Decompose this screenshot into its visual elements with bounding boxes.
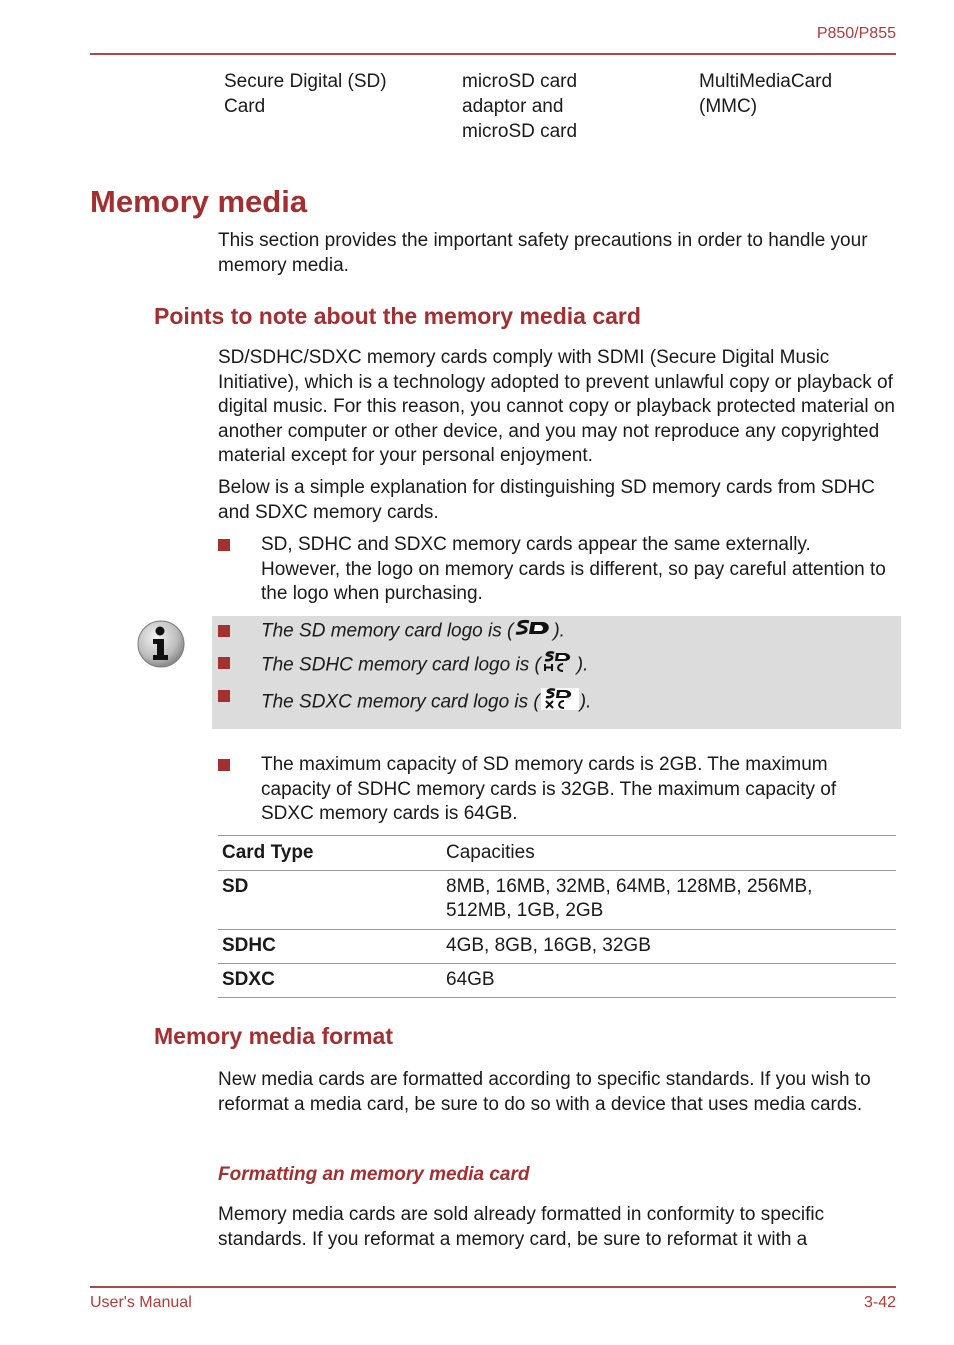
table-row-capacity: 8MB, 16MB, 32MB, 64MB, 128MB, 256MB, 512MB, 1GB, 2GB [446, 876, 813, 921]
bullet-capacity: The maximum capacity of SD memory cards is 2GB. The maximum capacity of SDHC memory cards is 32GB. The maximum capacity of SDXC memory cards is 64GB. [261, 754, 837, 824]
bullet-appearance: SD, SDHC and SDXC memory cards appear the same externally. However, the logo on memory cards is different, so pay careful attention to the logo when purchasing. [261, 534, 886, 604]
section-intro: This section provides the important safety precautions in order to handle your memory media. [218, 230, 868, 276]
sdhc-logo-icon [541, 651, 577, 680]
note-sdxc-suffix: ). [579, 691, 592, 713]
table-row-capacity: 64GB [446, 969, 495, 990]
sdxc-logo-icon [540, 687, 580, 718]
format-heading: Memory media format [154, 1023, 394, 1049]
bullet-marker [218, 539, 230, 551]
table-row-type: SD [222, 876, 249, 897]
format-subheading: Formatting an memory media card [218, 1164, 530, 1185]
note-bullet [218, 625, 230, 637]
note-sdxc-prefix: The SDXC memory card logo is ( [261, 691, 540, 713]
table-rule [218, 835, 896, 836]
note-sdxc-logo [261, 687, 591, 718]
table-row-type: SDHC [222, 935, 276, 956]
page-number: 3-42 [863, 1294, 896, 1311]
note-sdhc-suffix: ). [576, 654, 589, 676]
note-bullet [218, 690, 230, 702]
header-model: P850/P855 [816, 25, 896, 42]
table-rule [218, 870, 896, 871]
table-row-type: SDXC [222, 969, 275, 990]
note-sdhc-logo [261, 651, 588, 680]
card-type-microsd: microSD card adaptor and microSD card [462, 71, 578, 142]
format-paragraph-2: Memory media cards are sold already formatted in conformity to specific standards. If you reformat a memory card, be sure to reformat it with a [218, 1204, 825, 1250]
header-rule [90, 53, 896, 55]
points-heading: Points to note about the memory media card [154, 303, 641, 329]
table-rule [218, 963, 896, 964]
note-sd-suffix: ). [553, 620, 565, 642]
table-rule [218, 929, 896, 930]
format-paragraph: New media cards are formatted according to specific standards. If you wish to reformat a media card, be sure to do so with a device that uses media cards. [218, 1069, 871, 1115]
table-row-capacity: 4GB, 8GB, 16GB, 32GB [446, 935, 651, 956]
points-paragraph-2: Below is a simple explanation for distinguishing SD memory cards from SDHC and SDXC memory cards. [218, 477, 875, 523]
section-title: Memory media [90, 184, 308, 219]
card-type-mmc: MultiMediaCard (MMC) [699, 71, 833, 117]
table-header-type: Card Type [222, 842, 314, 863]
table-rule [218, 997, 896, 998]
table-header-capacity: Capacities [446, 842, 535, 863]
sd-logo-icon [513, 619, 553, 644]
points-paragraph-1: SD/SDHC/SDXC memory cards comply with SDMI (Secure Digital Music Initiative), which is a technology adopted to prevent unlawful copy or playback of digital music. For this reason, you cannot copy or playback protected material on another computer or other device, and you may not reproduce any copyrighted material except for your personal enjoyment. [218, 347, 895, 466]
note-bullet [218, 657, 230, 669]
note-sd-logo [261, 619, 565, 644]
bullet-marker [218, 759, 230, 771]
info-icon [136, 619, 186, 675]
note-sd-prefix: The SD memory card logo is ( [261, 620, 514, 642]
note-sdhc-prefix: The SDHC memory card logo is ( [261, 654, 541, 676]
card-type-sd: Secure Digital (SD) Card [224, 71, 387, 117]
footer-rule [90, 1286, 896, 1288]
footer-title: User's Manual [90, 1294, 192, 1311]
